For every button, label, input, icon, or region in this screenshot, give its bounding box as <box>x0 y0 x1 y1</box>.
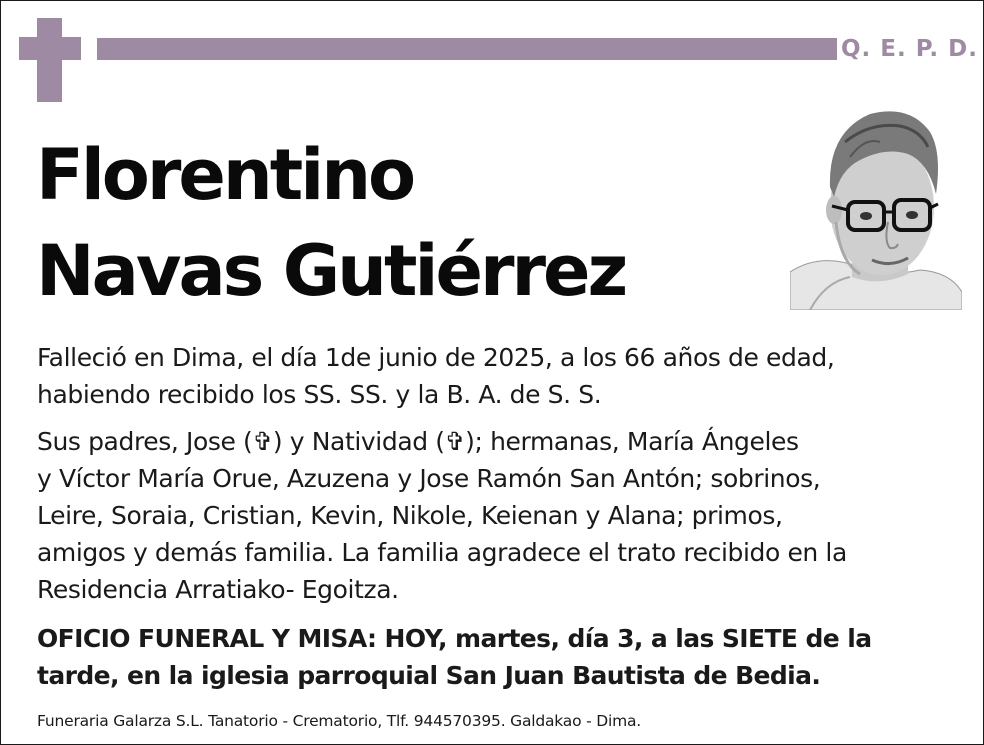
qepd-label: Q. E. P. D. <box>841 36 978 62</box>
deceased-first-name: Florentino <box>36 134 414 216</box>
funeral-home-footer: Funeraria Galarza S.L. Tanatorio - Crematorio, Tlf. 944570395. Galdakao - Dima. <box>37 712 642 730</box>
death-notice-line: habiendo recibido los SS. SS. y la B. A. de S. S. <box>37 380 602 409</box>
family-line: Residencia Arratiako- Egoitza. <box>37 575 399 604</box>
cross-horizontal <box>19 37 81 60</box>
family-list <box>37 423 847 608</box>
funeral-service <box>37 620 871 694</box>
service-line: tarde, en la iglesia parroquial San Juan Bautista de Bedia. <box>37 661 821 690</box>
deceased-surnames: Navas Gutiérrez <box>36 230 626 312</box>
service-line: OFICIO FUNERAL Y MISA: HOY, martes, día 3, a las SIETE de la <box>37 624 872 653</box>
portrait-photo <box>790 102 962 310</box>
family-line: Sus padres, Jose (✞) y Natividad (✞); hermanas, María Ángeles <box>37 427 799 456</box>
family-line: y Víctor María Orue, Azuzena y Jose Ramón San Antón; sobrinos, <box>37 464 821 493</box>
death-notice-line: Falleció en Dima, el día 1de junio de 2025, a los 66 años de edad, <box>37 343 835 372</box>
death-notice <box>37 339 834 413</box>
header-bar <box>97 38 837 60</box>
family-line: amigos y demás familia. La familia agradece el trato recibido en la <box>37 538 847 567</box>
family-line: Leire, Soraia, Cristian, Kevin, Nikole, Keienan y Alana; primos, <box>37 501 783 530</box>
cross-vertical <box>37 18 62 102</box>
